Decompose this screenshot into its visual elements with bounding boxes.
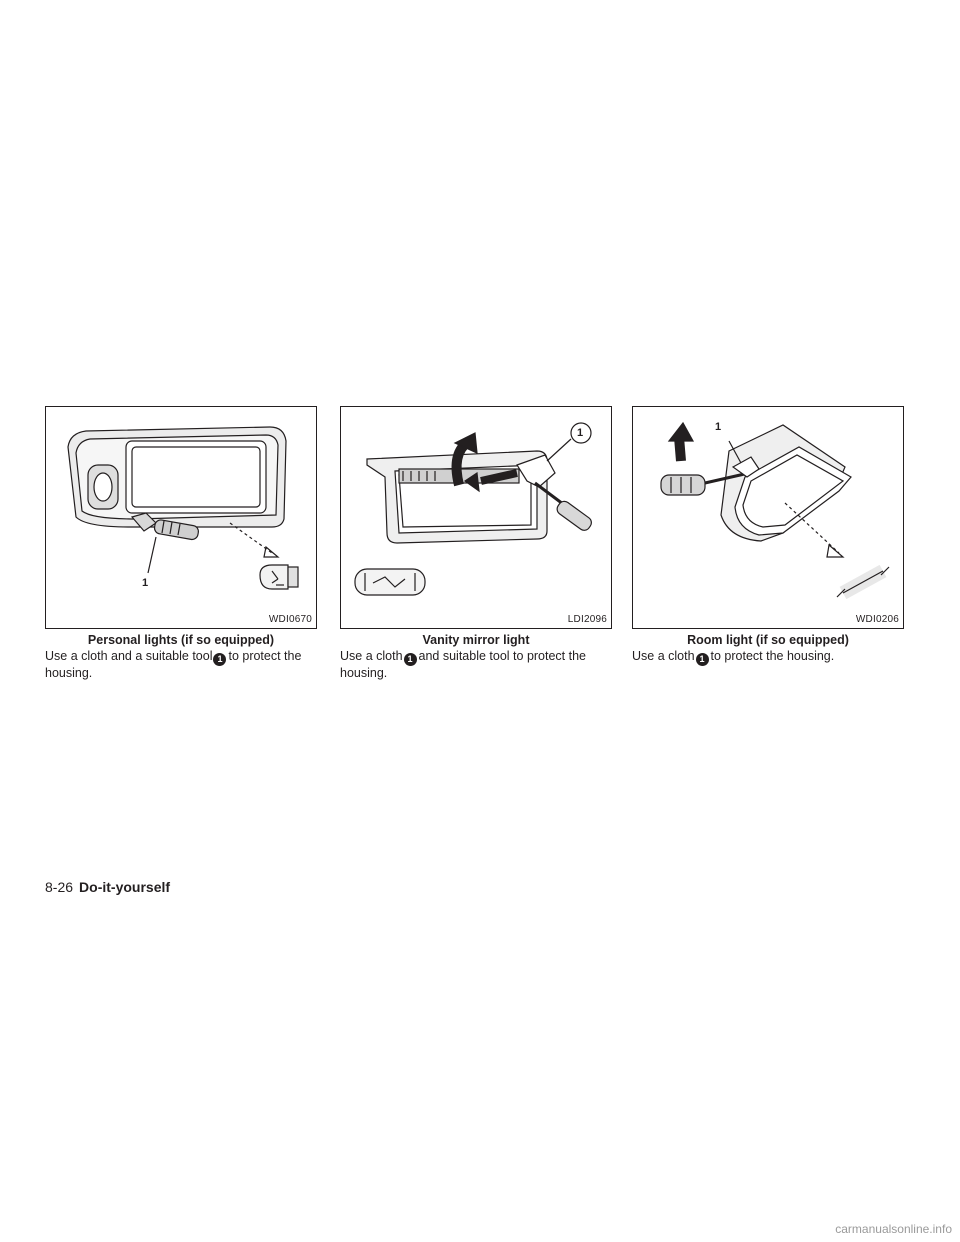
figure-room-light <box>632 406 904 629</box>
section-title: Do-it-yourself <box>79 879 171 895</box>
figure-vanity-mirror <box>340 406 612 629</box>
watermark: carmanualsonline.info <box>835 1222 952 1236</box>
instruction-text-before: Use a cloth <box>632 649 695 663</box>
instruction-text <box>340 649 612 681</box>
instruction-text-after: to protect the housing. <box>45 649 302 680</box>
figure-caption: Vanity mirror light <box>422 633 530 647</box>
figure-code: LDI2096 <box>567 614 607 625</box>
page-number: 8-26 <box>45 879 74 895</box>
room-light-illustration <box>633 407 903 628</box>
figure-column-vanity-mirror <box>340 406 612 681</box>
figure-personal-lights <box>45 406 317 629</box>
figure-label-1: 1 <box>715 421 722 433</box>
callout-1-icon: 1 <box>404 653 417 666</box>
personal-light-illustration <box>46 407 316 628</box>
page-footer <box>45 878 170 896</box>
figure-column-personal-lights <box>45 406 317 681</box>
instruction-text-after: to protect the housing. <box>710 649 835 663</box>
callout-1-icon: 1 <box>696 653 709 666</box>
instruction-text-after: and suitable tool to protect the housing. <box>340 649 587 680</box>
figure-label-1: 1 <box>577 427 584 439</box>
figure-caption: Personal lights (if so equipped) <box>87 633 275 647</box>
figure-column-room-light <box>632 406 904 666</box>
figure-label-1: 1 <box>142 577 149 589</box>
figure-code: WDI0206 <box>855 614 899 625</box>
callout-1-icon: 1 <box>213 653 226 666</box>
instruction-text-before: Use a cloth and a suitable tool <box>45 649 213 663</box>
instruction-text <box>632 649 904 666</box>
figure-code: WDI0670 <box>268 614 312 625</box>
figure-caption: Room light (if so equipped) <box>687 633 849 647</box>
instruction-text <box>45 649 317 681</box>
instruction-text-before: Use a cloth <box>340 649 403 663</box>
vanity-mirror-illustration <box>341 407 611 628</box>
